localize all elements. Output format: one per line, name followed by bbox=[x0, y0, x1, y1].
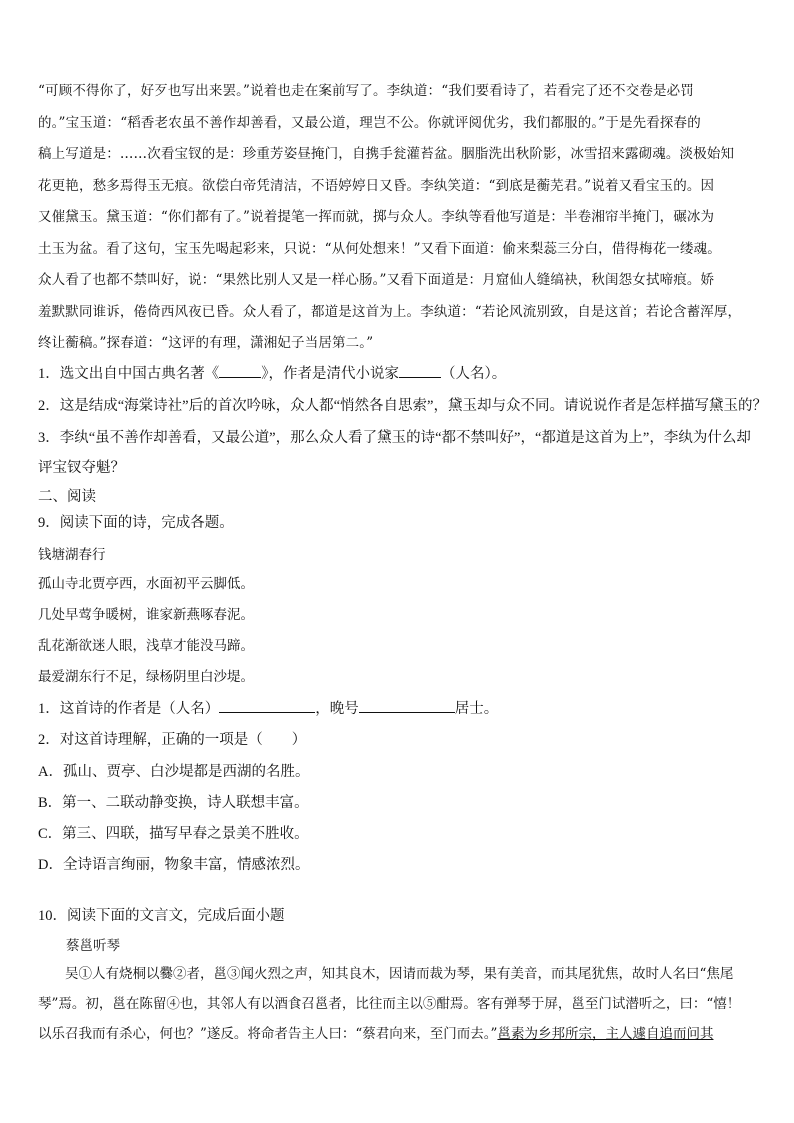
answer-blank[interactable] bbox=[359, 698, 455, 713]
poem-line: 乱花渐欲迷人眼，浅草才能没马蹄。 bbox=[38, 638, 254, 654]
question-text: ，晚号 bbox=[315, 701, 359, 717]
answer-blank[interactable] bbox=[219, 698, 315, 713]
classical-text: 以乐召我而有杀心，何也？”遂反。将命者告主人曰：“蔡君向来，至门而去。” bbox=[38, 1026, 498, 1042]
passage-line: 花更艳，愁多焉得玉无痕。欲偿白帝凭清洁，不语婷婷日又昏。李纨笑道：“到底是蘅芜君。”说着又看宝玉的。因 bbox=[38, 177, 715, 194]
classical-title: 蔡邕听琴 bbox=[66, 938, 120, 954]
question-text: 居士。 bbox=[454, 701, 499, 717]
question-10-intro: 10．阅读下面的文言文，完成后面小题 bbox=[38, 908, 285, 924]
question-3-line: 评宝钗夺魁？ bbox=[38, 460, 125, 476]
question-9-intro: 9．阅读下面的诗，完成各题。 bbox=[38, 515, 234, 531]
option-c[interactable]: C．第三、四联，描写早春之景美不胜收。 bbox=[38, 826, 309, 842]
poem-title: 钱塘湖春行 bbox=[38, 547, 106, 563]
poem-line: 最爱湖东行不足，绿杨阴里白沙堤。 bbox=[38, 669, 254, 685]
option-b[interactable]: B．第一、二联动静变换，诗人联想丰富。 bbox=[38, 795, 309, 811]
question-text: 》，作者是清代小说家 bbox=[261, 366, 399, 382]
passage-line: 的。”宝玉道：“稻香老农虽不善作却善看，又最公道，理岂不公。你就评阅优劣，我们都服的。”于是先看探春的 bbox=[38, 114, 701, 131]
passage-line: 众人看了也都不禁叫好，说：“果然比别人又是一样心肠。”又看下面道是：月窟仙人缝缟袂，秋闺怨女拭啼痕。娇 bbox=[38, 272, 715, 288]
passage-line: “可顾不得你了，好歹也写出来罢。”说着也走在案前写了。李纨道：“我们要看诗了，若看完了还不交卷是必罚 bbox=[38, 83, 694, 99]
underlined-sentence: 邕素为乡邦所宗，主人遽自追而问其 bbox=[497, 1026, 714, 1042]
section-heading: 二、阅读 bbox=[38, 489, 96, 505]
passage-line: 稿上写道是：……次看宝钗的是：珍重芳姿昼掩门，自携手瓮灌苔盆。胭脂洗出秋阶影，冰雪招来露砌魂。淡极始知 bbox=[38, 146, 735, 162]
question-9-1 bbox=[38, 697, 763, 718]
reading-passage bbox=[38, 76, 758, 360]
option-d[interactable]: D．全诗语言绚丽，物象丰富，情感浓烈。 bbox=[38, 857, 310, 873]
answer-blank[interactable] bbox=[219, 363, 261, 378]
question-1 bbox=[38, 362, 763, 383]
poem-line: 几处早莺争暖树，谁家新燕啄春泥。 bbox=[38, 607, 254, 623]
classical-line: 琴”焉。初，邕在陈留④也，其邻人有以酒食召邕者，比往而主以⑤酣焉。客有弹琴于屏，邕至门试潜听之，曰：“憘！ bbox=[38, 996, 741, 1012]
question-2: 2．这是结成“海棠诗社”后的首次吟咏，众人都“悄然各自思索”，黛玉却与众不同。请说说作者是怎样描写黛玉的？ bbox=[38, 398, 767, 414]
passage-line: 终让蘅稿。”探春道：“这评的有理，潇湘妃子当居第二。” bbox=[38, 335, 374, 351]
question-text: 1．这首诗的作者是（人名） bbox=[38, 701, 220, 717]
classical-line bbox=[38, 1020, 768, 1048]
question-text: （人名）。 bbox=[441, 366, 507, 382]
passage-line: 羞默默同谁诉，倦倚西风夜已昏。众人看了，都道是这首为上。李纨道：“若论风流别致，自是这首；若论含蓄浑厚， bbox=[38, 303, 742, 320]
question-3-line: 3．李纨“虽不善作却善看，又最公道”，那么众人看了黛玉的诗“都不禁叫好”，“都道是这首为上”，李纨为什么却 bbox=[38, 430, 751, 446]
question-text: 1．选文出自中国古典名著《 bbox=[38, 366, 220, 382]
option-a[interactable]: A．孤山、贾亭、白沙堤都是西湖的名胜。 bbox=[38, 764, 310, 780]
answer-blank[interactable] bbox=[399, 363, 441, 378]
passage-line: 土玉为盆。看了这句，宝玉先喝起彩来，只说：“从何处想来！”又看下面道：偷来梨蕊三分白，借得梅花一缕魂。 bbox=[38, 240, 721, 257]
classical-line: 吴①人有烧桐以爨②者，邕③闻火烈之声，知其良木，因请而裁为琴，果有美音，而其尾犹焦，故时人名曰“焦尾 bbox=[38, 966, 734, 982]
question-9-2: 2．对这首诗理解，正确的一项是（ ） bbox=[38, 732, 307, 748]
poem-line: 孤山寺北贾亭西，水面初平云脚低。 bbox=[38, 576, 254, 592]
passage-line: 又催黛玉。黛玉道：“你们都有了。”说着提笔一挥而就，掷与众人。李纨等看他写道是：半卷湘帘半掩门，碾冰为 bbox=[38, 209, 715, 225]
